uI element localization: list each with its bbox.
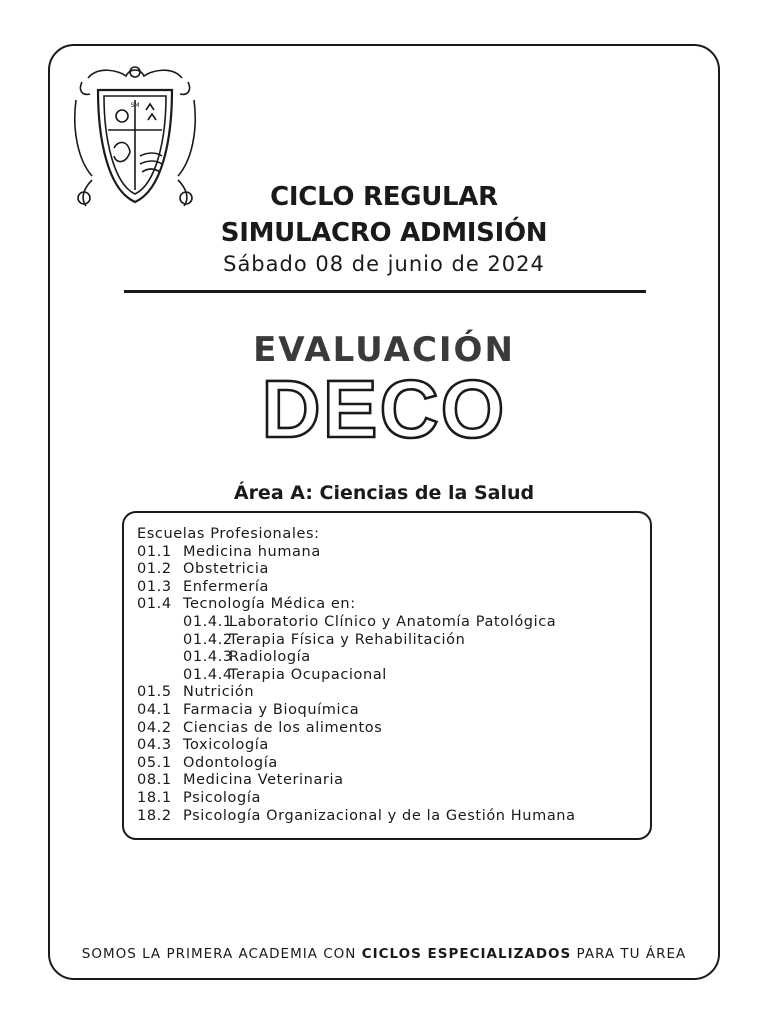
- school-name: Terapia Ocupacional: [229, 666, 387, 683]
- school-name: Psicología Organizacional y de la Gestión Humana: [183, 807, 576, 824]
- cycle-title: CICLO REGULAR: [270, 182, 498, 212]
- school-code: 04.2: [137, 719, 172, 736]
- school-name: Enfermería: [183, 578, 270, 595]
- school-name: Odontología: [183, 754, 278, 771]
- schools-list: [137, 526, 576, 825]
- title-divider: [124, 290, 646, 293]
- school-name: Tecnología Médica en:: [183, 596, 356, 613]
- school-name: Nutrición: [183, 684, 255, 701]
- school-code: 01.5: [137, 684, 172, 701]
- exam-title: SIMULACRO ADMISIÓN: [220, 218, 548, 248]
- school-item: [137, 614, 576, 632]
- footer-tagline: [0, 946, 768, 962]
- school-name: Farmacia y Bioquímica: [183, 701, 360, 718]
- evaluation-name-outline: [0, 365, 768, 447]
- school-item: [137, 790, 576, 808]
- school-item: [137, 649, 576, 667]
- evaluation-label: EVALUACIÓN: [253, 330, 515, 370]
- school-name: Toxicología: [183, 737, 269, 754]
- school-item: [137, 561, 576, 579]
- evaluation-name: DECO: [261, 365, 507, 447]
- school-code: 18.2: [137, 807, 172, 824]
- school-code: 08.1: [137, 772, 172, 789]
- school-item: [137, 632, 576, 650]
- school-item: [137, 808, 576, 826]
- footer-text-after: PARA TU ÁREA: [571, 946, 687, 962]
- school-name: Ciencias de los alimentos: [183, 719, 383, 736]
- school-name: Psicología: [183, 789, 261, 806]
- school-code: 01.4: [137, 596, 172, 613]
- school-code: 01.3: [137, 578, 172, 595]
- school-item: [137, 596, 576, 614]
- footer-text-bold: CICLOS ESPECIALIZADOS: [361, 946, 572, 962]
- school-name: Terapia Física y Rehabilitación: [229, 631, 466, 648]
- school-name: Obstetricia: [183, 561, 269, 578]
- school-item: [137, 755, 576, 773]
- school-item: [137, 720, 576, 738]
- footer-text-before: SOMOS LA PRIMERA ACADEMIA CON: [81, 946, 362, 962]
- school-code: 18.1: [137, 789, 172, 806]
- school-name: Medicina humana: [183, 543, 321, 560]
- school-item: [137, 667, 576, 685]
- school-code: 01.4.1: [183, 613, 233, 630]
- schools-heading: Escuelas Profesionales:: [137, 526, 320, 542]
- school-item: [137, 737, 576, 755]
- school-code: 01.2: [137, 561, 172, 578]
- svg-text:SM: SM: [130, 102, 140, 109]
- school-item: [137, 579, 576, 597]
- school-code: 01.4.3: [183, 649, 233, 666]
- school-item: [137, 684, 576, 702]
- school-code: 01.1: [137, 543, 172, 560]
- school-code: 01.4.2: [183, 631, 233, 648]
- school-name: Radiología: [229, 649, 311, 666]
- exam-date: Sábado 08 de junio de 2024: [223, 252, 545, 276]
- school-item: [137, 702, 576, 720]
- school-item: [137, 772, 576, 790]
- school-name: Laboratorio Clínico y Anatomía Patológica: [229, 613, 557, 630]
- school-item: [137, 544, 576, 562]
- school-code: 01.4.4: [183, 666, 233, 683]
- area-title: Área A: Ciencias de la Salud: [233, 482, 535, 504]
- school-code: 04.3: [137, 737, 172, 754]
- school-code: 04.1: [137, 701, 172, 718]
- school-code: 05.1: [137, 754, 172, 771]
- school-name: Medicina Veterinaria: [183, 772, 344, 789]
